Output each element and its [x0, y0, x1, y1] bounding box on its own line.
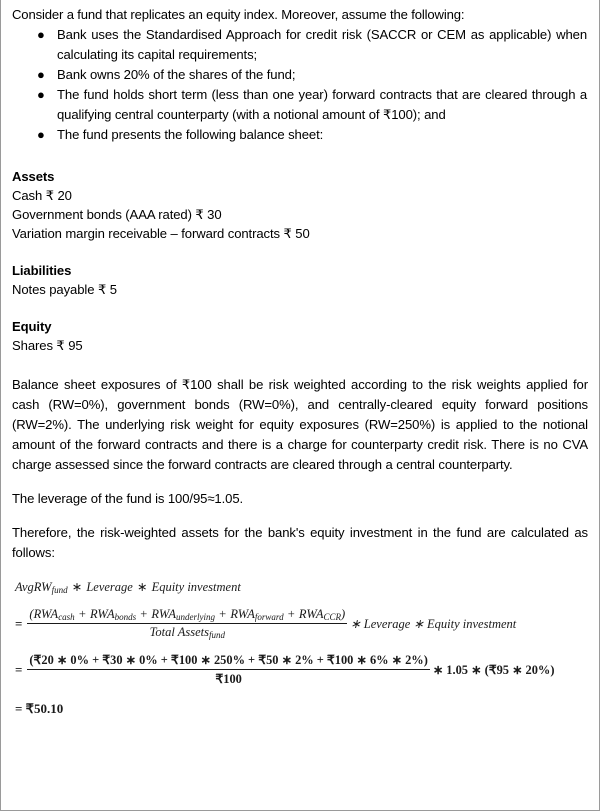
list-item — [12, 25, 589, 65]
symbolic-fraction — [27, 607, 347, 640]
equals-sign: = — [15, 615, 23, 631]
close-paren: ) — [341, 607, 346, 621]
plus-operator: + — [219, 607, 227, 621]
rwa-subscript: forward — [254, 611, 284, 622]
list-item — [12, 125, 589, 145]
multiply-operator: ∗ — [71, 580, 83, 594]
rwa-base: RWA — [33, 607, 59, 621]
rwa-subscript: cash — [58, 611, 75, 622]
liabilities-line-notes-payable: Notes payable ₹ 5 — [12, 282, 117, 297]
avg-rw-term — [15, 580, 68, 594]
plus-operator: + — [78, 607, 86, 621]
fraction-denominator — [27, 623, 347, 640]
list-item-label: Bank owns 20% of the shares of the fund; — [57, 67, 296, 82]
formula-tail: ∗ Leverage ∗ Equity investment — [350, 616, 517, 631]
spacer — [12, 509, 589, 523]
leverage-term: Leverage — [86, 580, 133, 594]
fraction-denominator: ₹100 — [27, 669, 429, 687]
formula-tail: ∗ 1.05 ∗ (₹95 ∗ 20%) — [432, 662, 555, 677]
formula-line-1 — [15, 579, 589, 595]
formula-line-3 — [15, 652, 589, 687]
avg-rw-subscript: fund — [51, 584, 68, 595]
multiply-operator: ∗ — [136, 580, 148, 594]
list-item-label: The fund holds short term (less than one year) forward contracts that are cleared through a qualifying central counterparty (with a notional amount of ₹100); and — [57, 87, 587, 122]
therefore-paragraph: Therefore, the risk-weighted assets for the bank's equity investment in the fund are calculated as follows: — [12, 525, 588, 560]
rwa-base: RWA — [90, 607, 115, 621]
spacer — [12, 243, 589, 261]
rwa-underlying-term — [151, 607, 215, 621]
equity-heading: Equity — [12, 319, 52, 334]
numeric-fraction — [27, 652, 429, 687]
fraction-numerator — [27, 607, 347, 623]
equity-line-shares: Shares ₹ 95 — [12, 338, 83, 353]
avg-rw-base: AvgRW — [15, 580, 52, 594]
spacer — [12, 687, 589, 701]
result-value: ₹50.10 — [25, 701, 64, 716]
spacer — [12, 299, 589, 317]
bullet-icon: ● — [37, 27, 45, 42]
assets-line-bonds: Government bonds (AAA rated) ₹ 30 — [12, 207, 222, 222]
fraction-numerator: (₹20 ∗ 0% + ₹30 ∗ 0% + ₹100 ∗ 250% + ₹50 ∗ 2% + ₹100 ∗ 6% ∗ 2%) — [29, 653, 428, 667]
liabilities-heading: Liabilities — [12, 263, 72, 278]
rwa-subscript: underlying — [176, 611, 216, 622]
total-assets-subscript: fund — [209, 629, 226, 640]
spacer — [12, 145, 589, 167]
equity-investment-term: Equity investment — [151, 580, 241, 594]
plus-operator: + — [287, 607, 295, 621]
rwa-ccr-term — [299, 607, 341, 621]
rwa-cash-term — [34, 607, 75, 621]
rwa-bonds-term — [90, 607, 136, 621]
spacer — [12, 563, 589, 579]
risk-weight-paragraph: Balance sheet exposures of ₹100 shall be risk weighted according to the risk weights applied for cash (RW=0%), government bonds (RW=0%), and centrally-cleared equity forward positions (RW=2%). The underlying risk weight for equity exposures (RW=250%) is applied to the notional amount of the forward contracts and there is a charge for counterparty credit risk. There is no CVA charge assessed since the forward contracts are cleared through a central counterparty. — [12, 377, 588, 472]
leverage-line: The leverage of the fund is 100/95≈1.05. — [12, 491, 244, 506]
rwa-forward-term — [230, 607, 283, 621]
spacer — [12, 355, 589, 375]
intro-paragraph: Consider a fund that replicates an equity index. Moreover, assume the following: — [12, 7, 465, 22]
open-paren: ( — [29, 607, 34, 621]
plus-operator: + — [140, 607, 148, 621]
formula-line-4-result — [15, 701, 589, 717]
equals-sign: = — [15, 701, 23, 716]
spacer — [12, 595, 589, 607]
list-item-label: Bank uses the Standardised Approach for credit risk (SACCR or CEM as applicable) when calculating its capital requirements; — [57, 27, 587, 62]
spacer — [12, 475, 589, 489]
list-item-label: The fund presents the following balance sheet: — [57, 127, 324, 142]
list-item — [12, 65, 589, 85]
formula-line-2 — [15, 607, 589, 640]
bullet-icon: ● — [37, 67, 45, 82]
bullet-icon: ● — [37, 127, 45, 142]
list-item — [12, 85, 589, 125]
total-assets-base: Total Assets — [149, 625, 209, 639]
rwa-subscript: CCR — [323, 611, 342, 622]
spacer — [12, 640, 589, 652]
assumptions-list — [12, 25, 589, 145]
equals-sign: = — [15, 661, 23, 677]
bullet-icon: ● — [37, 87, 45, 102]
rwa-base: RWA — [230, 607, 255, 621]
rwa-base: RWA — [151, 607, 177, 621]
assets-line-cash: Cash ₹ 20 — [12, 188, 72, 203]
rwa-subscript: bonds — [114, 611, 137, 622]
rwa-base: RWA — [298, 607, 324, 621]
assets-line-variation-margin: Variation margin receivable – forward contracts ₹ 50 — [12, 226, 310, 241]
assets-heading: Assets — [12, 169, 55, 184]
